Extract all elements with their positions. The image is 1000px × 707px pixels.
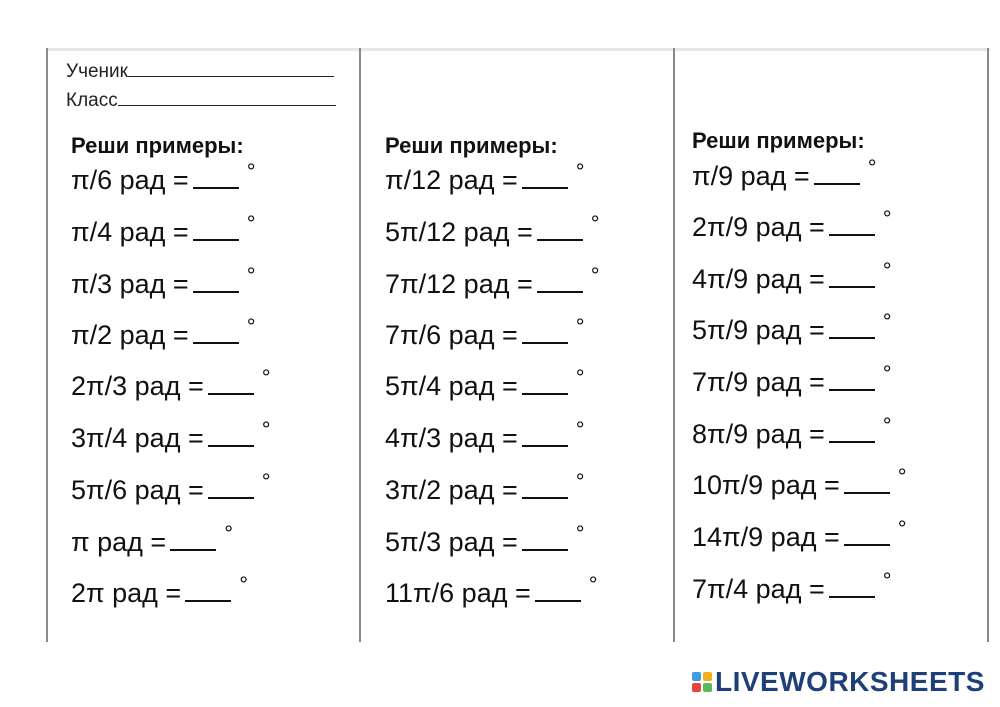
exercise-text: π/9 рад = <box>692 161 810 191</box>
exercise-item <box>385 159 585 197</box>
liveworksheets-logo-icon <box>692 672 712 692</box>
exercise-item <box>71 365 271 403</box>
exercise-item <box>71 211 256 249</box>
exercise-item <box>71 521 233 559</box>
student-name-field <box>66 60 334 83</box>
column-divider <box>359 48 361 642</box>
exercise-text: 5π/9 рад = <box>692 315 825 345</box>
degree-mark: ° <box>882 361 892 386</box>
exercise-text: π/3 рад = <box>71 269 189 299</box>
answer-blank[interactable] <box>208 477 254 499</box>
answer-blank[interactable] <box>170 529 216 551</box>
degree-mark: ° <box>246 211 256 236</box>
answer-blank[interactable] <box>829 421 875 443</box>
exercise-item <box>692 516 907 554</box>
degree-mark: ° <box>224 521 233 546</box>
exercise-item <box>71 417 271 455</box>
degree-mark: ° <box>239 572 249 597</box>
degree-mark: ° <box>867 155 877 180</box>
degree-mark: ° <box>588 572 598 597</box>
degree-mark: ° <box>575 314 585 339</box>
answer-blank[interactable] <box>522 529 568 551</box>
answer-blank[interactable] <box>844 472 890 494</box>
exercise-item <box>692 155 877 193</box>
exercise-text: π/6 рад = <box>71 165 189 195</box>
answer-blank[interactable] <box>537 271 583 293</box>
exercise-item <box>71 572 249 610</box>
student-class-label: Класс <box>66 90 118 111</box>
answer-blank[interactable] <box>193 219 239 241</box>
answer-blank[interactable] <box>522 425 568 447</box>
degree-mark: ° <box>882 309 892 334</box>
exercise-item <box>385 365 585 403</box>
exercise-text: 7π/4 рад = <box>692 574 825 604</box>
degree-mark: ° <box>261 365 271 390</box>
degree-mark: ° <box>882 206 892 231</box>
answer-blank[interactable] <box>522 322 568 344</box>
exercise-item <box>692 413 892 451</box>
answer-blank[interactable] <box>829 369 875 391</box>
answer-blank[interactable] <box>185 580 231 602</box>
exercise-text: 3π/4 рад = <box>71 423 204 453</box>
exercise-item <box>385 521 585 559</box>
degree-mark: ° <box>590 211 600 236</box>
degree-mark: ° <box>575 469 585 494</box>
column-2-heading: Реши примеры: <box>385 133 558 158</box>
exercise-item <box>385 572 598 610</box>
column-divider <box>987 48 989 642</box>
exercise-text: 2π рад = <box>71 578 182 608</box>
answer-blank[interactable] <box>522 477 568 499</box>
exercise-text: 5π/3 рад = <box>385 527 518 557</box>
degree-mark: ° <box>897 516 907 541</box>
exercise-text: 2π/9 рад = <box>692 212 825 242</box>
answer-blank[interactable] <box>829 317 875 339</box>
exercise-text: π/12 рад = <box>385 165 518 195</box>
column-divider <box>673 48 675 642</box>
student-class-field <box>66 89 336 112</box>
exercise-item <box>692 568 892 606</box>
answer-blank[interactable] <box>829 266 875 288</box>
exercise-item <box>385 469 585 507</box>
answer-blank[interactable] <box>537 219 583 241</box>
exercise-text: 7π/12 рад = <box>385 269 533 299</box>
exercise-item <box>71 159 256 197</box>
degree-mark: ° <box>590 263 600 288</box>
answer-blank[interactable] <box>829 214 875 236</box>
degree-mark: ° <box>882 258 892 283</box>
column-divider <box>46 48 48 642</box>
exercise-text: 3π/2 рад = <box>385 475 518 505</box>
exercise-text: π/2 рад = <box>71 320 189 350</box>
exercise-item <box>71 314 256 352</box>
answer-blank[interactable] <box>193 167 239 189</box>
answer-blank[interactable] <box>193 271 239 293</box>
answer-blank[interactable] <box>814 163 860 185</box>
liveworksheets-logo <box>692 667 985 697</box>
exercise-item <box>385 263 600 301</box>
exercise-item <box>692 361 892 399</box>
student-name-label: Ученик <box>66 61 128 82</box>
exercise-text: 5π/12 рад = <box>385 217 533 247</box>
logo-text: LIVEWORKSHEETS <box>715 666 985 697</box>
degree-mark: ° <box>261 469 271 494</box>
exercise-text: π/4 рад = <box>71 217 189 247</box>
exercise-item <box>71 469 271 507</box>
answer-blank[interactable] <box>522 167 568 189</box>
degree-mark: ° <box>882 568 892 593</box>
answer-blank[interactable] <box>829 576 875 598</box>
exercise-text: 5π/6 рад = <box>71 475 204 505</box>
exercise-text: 7π/9 рад = <box>692 367 825 397</box>
exercise-text: 11π/6 рад = <box>385 578 531 608</box>
degree-mark: ° <box>575 521 585 546</box>
student-class-blank[interactable] <box>118 89 336 106</box>
column-1-heading: Реши примеры: <box>71 133 244 158</box>
column-3-heading: Реши примеры: <box>692 128 865 153</box>
exercise-item <box>385 314 585 352</box>
answer-blank[interactable] <box>844 524 890 546</box>
exercise-item <box>71 263 256 301</box>
top-band <box>0 0 1000 48</box>
exercise-text: 5π/4 рад = <box>385 371 518 401</box>
answer-blank[interactable] <box>208 373 254 395</box>
exercise-text: 4π/9 рад = <box>692 264 825 294</box>
exercise-item <box>692 258 892 296</box>
degree-mark: ° <box>897 464 907 489</box>
degree-mark: ° <box>261 417 271 442</box>
exercise-item <box>692 206 892 244</box>
exercise-text: 8π/9 рад = <box>692 419 825 449</box>
exercise-text: 4π/3 рад = <box>385 423 518 453</box>
answer-blank[interactable] <box>522 373 568 395</box>
degree-mark: ° <box>246 263 256 288</box>
exercise-item <box>385 417 585 455</box>
exercise-item <box>692 309 892 347</box>
degree-mark: ° <box>575 365 585 390</box>
degree-mark: ° <box>246 314 256 339</box>
exercise-text: 7π/6 рад = <box>385 320 518 350</box>
answer-blank[interactable] <box>208 425 254 447</box>
degree-mark: ° <box>575 159 585 184</box>
exercise-item <box>692 464 907 502</box>
student-name-blank[interactable] <box>128 60 334 77</box>
exercise-text: 14π/9 рад = <box>692 522 840 552</box>
degree-mark: ° <box>246 159 256 184</box>
exercise-item <box>385 211 600 249</box>
degree-mark: ° <box>882 413 892 438</box>
exercise-text: π рад = <box>71 527 167 557</box>
answer-blank[interactable] <box>193 322 239 344</box>
degree-mark: ° <box>575 417 585 442</box>
answer-blank[interactable] <box>535 580 581 602</box>
exercise-text: 2π/3 рад = <box>71 371 204 401</box>
exercise-text: 10π/9 рад = <box>692 470 840 500</box>
